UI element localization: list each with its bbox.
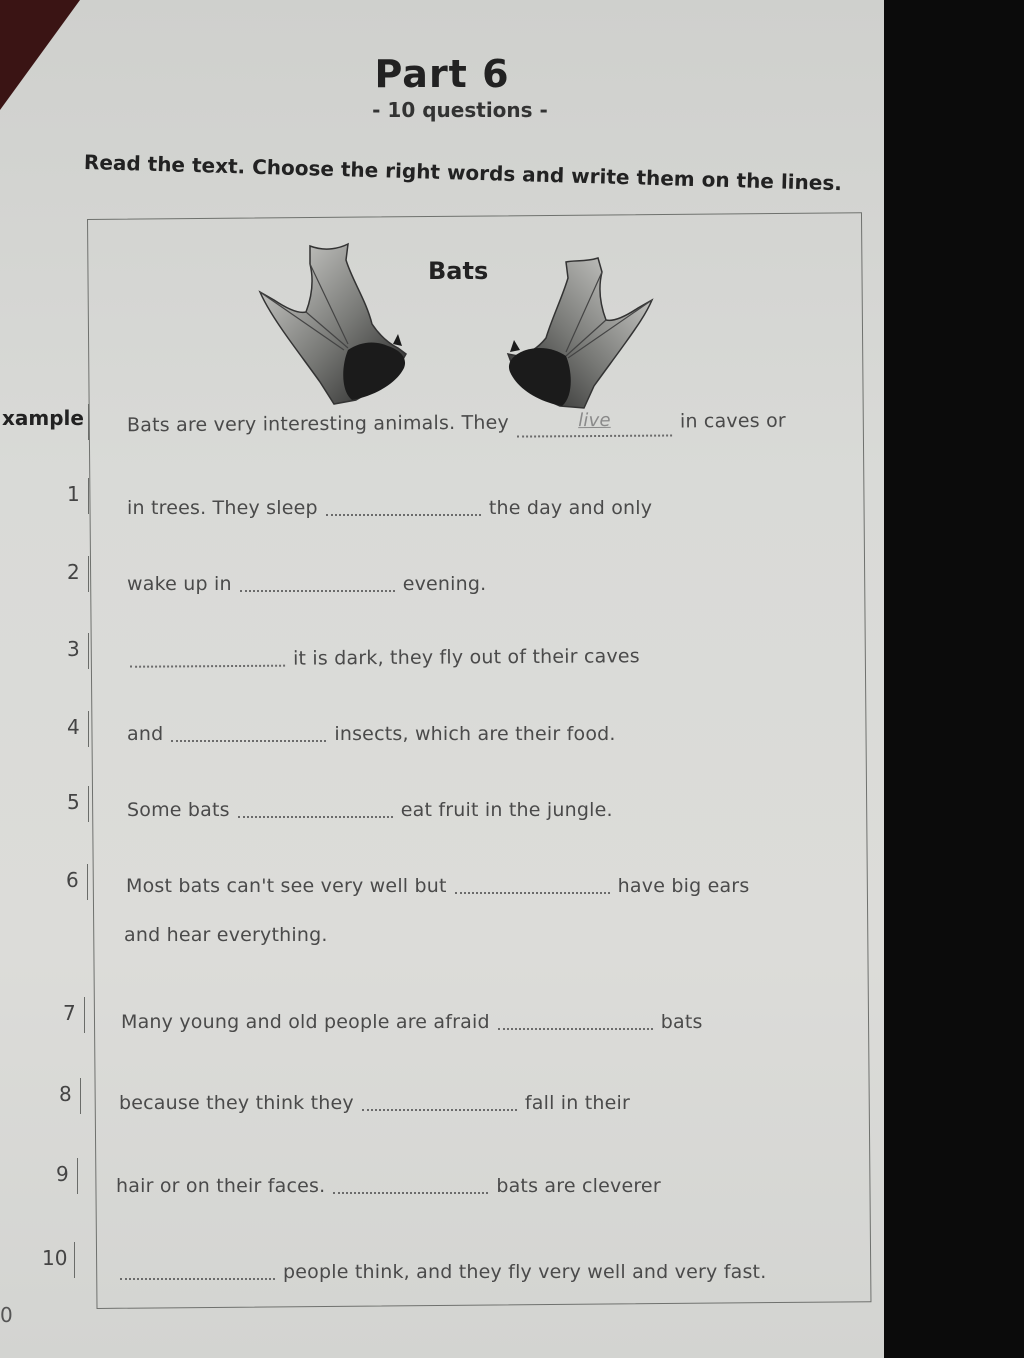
text-after: fall in their bbox=[524, 1092, 631, 1114]
passage-line-7 bbox=[121, 1004, 703, 1033]
text-before: Some bats bbox=[127, 799, 230, 821]
label-divider bbox=[87, 864, 88, 900]
text-before: Bats are very interesting animals. They bbox=[126, 411, 510, 437]
background-corner bbox=[0, 0, 80, 110]
bat-left-illustration bbox=[248, 240, 413, 410]
label-divider bbox=[88, 633, 89, 669]
answer-blank-5[interactable] bbox=[238, 794, 393, 818]
passage-line-10 bbox=[112, 1254, 766, 1283]
label-divider bbox=[88, 404, 89, 440]
label-divider bbox=[88, 556, 89, 592]
passage-line-6-continued bbox=[124, 924, 328, 946]
text-after: bats bbox=[660, 1011, 703, 1033]
question-number: 3 bbox=[67, 637, 80, 661]
text-after: in caves or bbox=[679, 409, 786, 433]
instruction-text: Read the text. Choose the right words and write them on the lines. bbox=[83, 150, 843, 196]
label-divider bbox=[88, 478, 89, 514]
text-after: the day and only bbox=[488, 497, 653, 519]
text-after: people think, and they fly very well and very fast. bbox=[283, 1261, 767, 1283]
question-number: 2 bbox=[67, 560, 80, 584]
passage-title: Bats bbox=[428, 257, 489, 285]
answer-blank-10[interactable] bbox=[120, 1256, 275, 1280]
bat-left-icon bbox=[248, 240, 413, 410]
passage-line-2 bbox=[127, 566, 486, 595]
passage-line-9 bbox=[116, 1168, 661, 1197]
question-number: 5 bbox=[67, 790, 80, 814]
label-divider bbox=[88, 711, 89, 747]
question-number: 9 bbox=[56, 1162, 69, 1186]
question-number: 8 bbox=[59, 1082, 72, 1106]
label-divider bbox=[77, 1158, 78, 1194]
bat-right-icon bbox=[502, 252, 667, 412]
passage-line-3 bbox=[122, 638, 640, 671]
part-title: Part 6 bbox=[374, 52, 510, 96]
text-before: hair or on their faces. bbox=[116, 1175, 326, 1197]
answer-blank-1[interactable] bbox=[326, 492, 481, 516]
label-divider bbox=[74, 1242, 75, 1278]
question-number: 7 bbox=[63, 1001, 76, 1025]
example-label: xample bbox=[2, 406, 84, 430]
text-after: bats are cleverer bbox=[496, 1175, 661, 1197]
text-after: have big ears bbox=[617, 875, 750, 897]
question-number: 10 bbox=[42, 1246, 68, 1270]
passage-line-6 bbox=[126, 868, 749, 897]
text-after: it is dark, they fly out of their caves bbox=[292, 645, 640, 670]
passage-line-5 bbox=[127, 792, 613, 821]
label-divider bbox=[88, 786, 89, 822]
answer-blank-2[interactable] bbox=[240, 568, 395, 592]
passage-line-example bbox=[127, 410, 786, 439]
answer-blank-4[interactable] bbox=[171, 718, 326, 742]
question-number: 1 bbox=[67, 482, 80, 506]
text-before: wake up in bbox=[127, 573, 232, 595]
label-divider bbox=[84, 997, 85, 1033]
answer-blank-7[interactable] bbox=[498, 1006, 653, 1030]
answer-blank-9[interactable] bbox=[333, 1170, 488, 1194]
text-before: and bbox=[127, 723, 164, 745]
answer-blank-3[interactable] bbox=[130, 643, 285, 668]
question-count: - 10 questions - bbox=[372, 98, 548, 122]
question-number: 4 bbox=[67, 715, 80, 739]
text-before: Many young and old people are afraid bbox=[121, 1011, 490, 1033]
text-before: Most bats can't see very well but bbox=[126, 875, 447, 897]
text-after: evening. bbox=[402, 573, 487, 595]
label-divider bbox=[80, 1078, 81, 1114]
text-before: because they think they bbox=[119, 1092, 354, 1114]
passage-line-4 bbox=[127, 716, 616, 745]
example-answer: live bbox=[578, 409, 611, 432]
passage-box bbox=[87, 212, 871, 1309]
question-number: 6 bbox=[66, 868, 79, 892]
text-before: in trees. They sleep bbox=[127, 497, 318, 519]
passage-line-8 bbox=[119, 1085, 630, 1114]
answer-blank-6[interactable] bbox=[455, 870, 610, 894]
passage-line-1 bbox=[127, 490, 652, 519]
text-before: and hear everything. bbox=[124, 924, 328, 946]
bat-right-illustration bbox=[502, 252, 667, 412]
text-after: eat fruit in the jungle. bbox=[400, 799, 613, 821]
page-edge-mark: 0 bbox=[0, 1303, 13, 1327]
text-after: insects, which are their food. bbox=[334, 723, 616, 745]
answer-blank-8[interactable] bbox=[362, 1087, 517, 1111]
answer-blank-example[interactable] bbox=[517, 409, 672, 437]
